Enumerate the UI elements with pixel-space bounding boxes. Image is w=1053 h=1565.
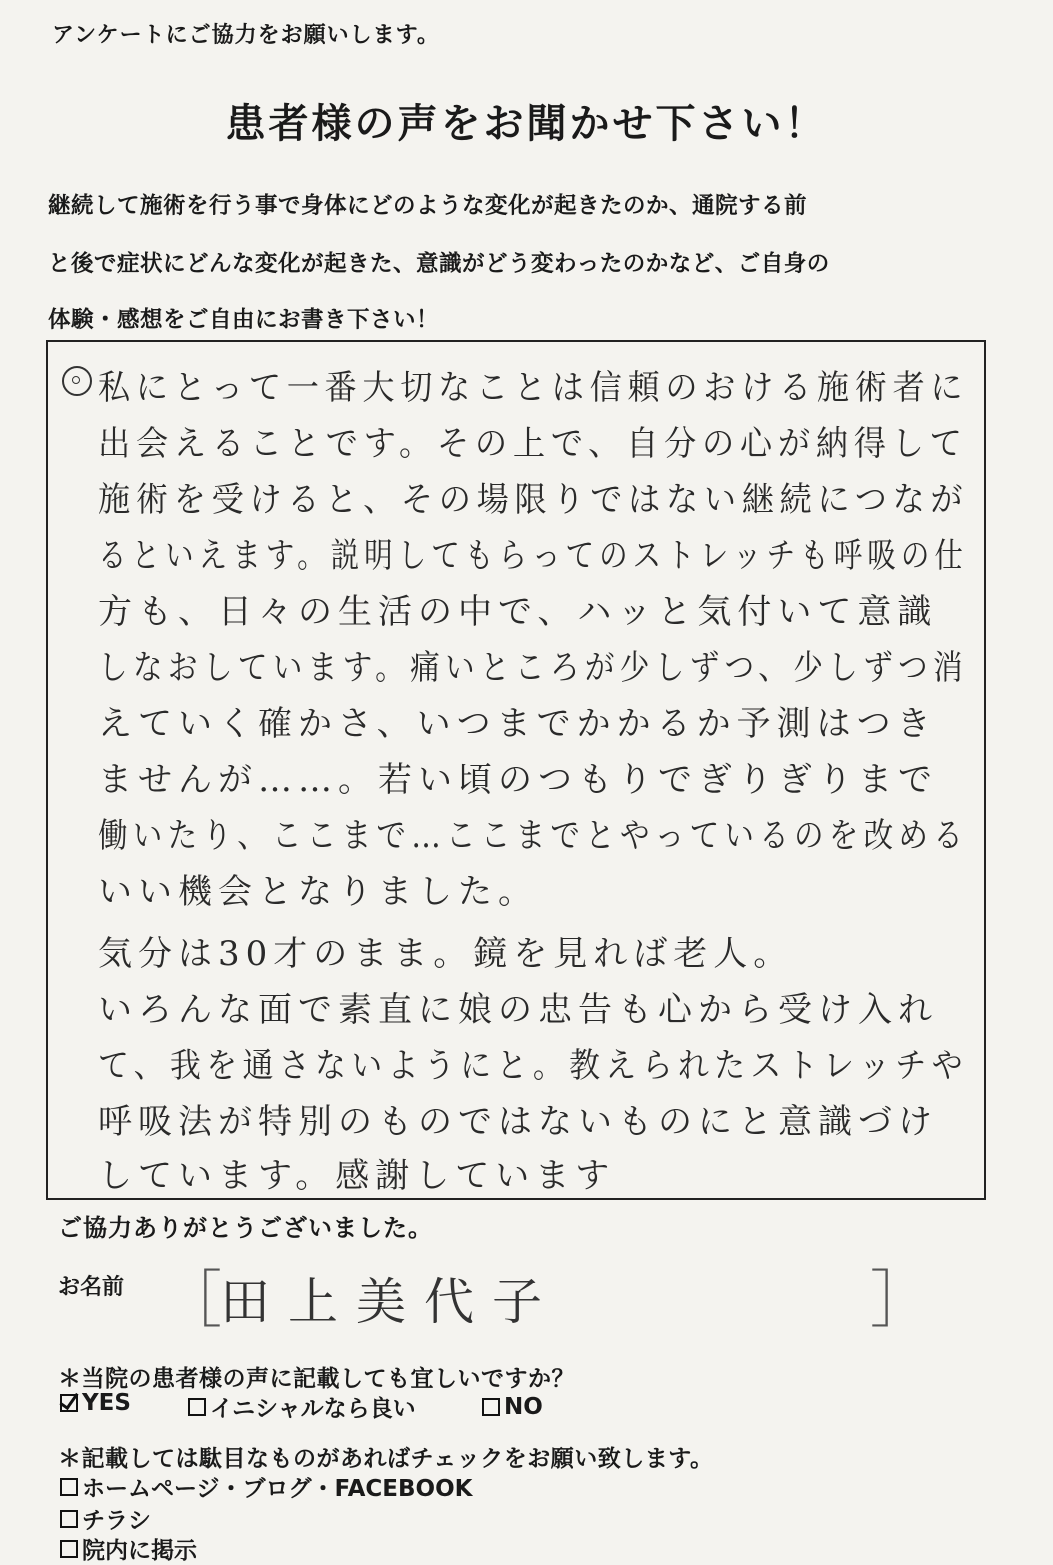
thanks-text: ご協力ありがとうございました。 [58,1214,433,1242]
name-label: お名前 [58,1275,125,1300]
exclude-option-in-clinic[interactable] [60,1532,197,1565]
publish-question: ＊当院の患者様の声に記載しても宜しいですか？ [58,1366,575,1392]
publish-option-no[interactable] [482,1394,543,1420]
comment-line-3: 施術を受けると、その場限りではない継続につなが [98,480,969,520]
name-bracket-close: ］ [870,1263,933,1336]
bullet-circle-icon [62,366,92,396]
exclude-option-label: ホームページ・ブログ・FACEBOOK [82,1476,473,1502]
comment-line-14: 呼吸法が特別のものではないものにと意識づけ [98,1102,938,1142]
comment-line-8: ませんが……。若い頃のつもりでぎりぎりまで [98,760,938,800]
comment-line-7: えていく確かさ、いつまでかかるか予測はつき [98,704,937,744]
comment-line-6: しなおしています。痛いところが少しずつ、少しずつ消 [98,648,968,688]
name-bracket-open: ［ [160,1263,223,1336]
intro-line-1: 継続して施術を行う事で身体にどのような変化が起きたのか、通院する前 [48,193,808,219]
checkbox-icon[interactable] [482,1398,500,1416]
exclude-option-flyer[interactable] [60,1502,151,1535]
checkbox-icon[interactable] [188,1398,206,1416]
comment-line-13: て、我を通さないようにと。教えられたストレッチや [98,1046,968,1086]
exclude-option-label: チラシ [82,1508,151,1534]
comment-line-15: しています。感謝しています [98,1156,616,1196]
exclude-question: ＊記載しては駄目なものがあればチェックをお願い致します。 [58,1446,714,1472]
publish-option-initials[interactable] [188,1390,416,1423]
checkbox-icon[interactable] [60,1478,78,1496]
comment-line-4: るといえます。説明してもらってのストレッチも呼吸の仕 [98,536,968,576]
publish-option-yes[interactable] [60,1390,131,1416]
comment-line-9: 働いたり、ここまで…ここまでとやっているのを改める [98,816,968,856]
publish-option-label: NO [504,1394,543,1420]
exclude-option-web[interactable] [60,1470,472,1503]
page-title: 患者様の声をお聞かせ下さい！ [225,101,828,147]
comment-box [46,340,986,1200]
comment-line-5: 方も、日々の生活の中で、ハッと気付いて意識 [98,592,938,632]
exclude-option-label: 院内に掲示 [82,1538,197,1564]
intro-line-3: 体験・感想をご自由にお書き下さい！ [48,307,440,333]
comment-line-12: いろんな面で素直に娘の忠告も心から受け入れ [98,990,938,1030]
comment-line-2: 出会えることです。その上で、自分の心が納得して [98,424,968,464]
name-value: 田上美代子 [220,1273,560,1331]
comment-line-11: 気分は30才のまま。鏡を見れば老人。 [98,934,794,974]
comment-line-1: 私にとって一番大切なことは信頼のおける施術者に [98,368,969,408]
publish-option-label: イニシャルなら良い [210,1396,416,1422]
checkbox-checked-icon[interactable] [60,1394,78,1412]
checkbox-icon[interactable] [60,1510,78,1528]
survey-request-heading: アンケートにご協力をお願いします。 [52,23,440,48]
intro-line-2: と後で症状にどんな変化が起きた、意識がどう変わったのかなど、ご自身の [48,251,830,277]
comment-line-10: いい機会となりました。 [98,872,538,912]
publish-option-label: YES [82,1390,131,1416]
